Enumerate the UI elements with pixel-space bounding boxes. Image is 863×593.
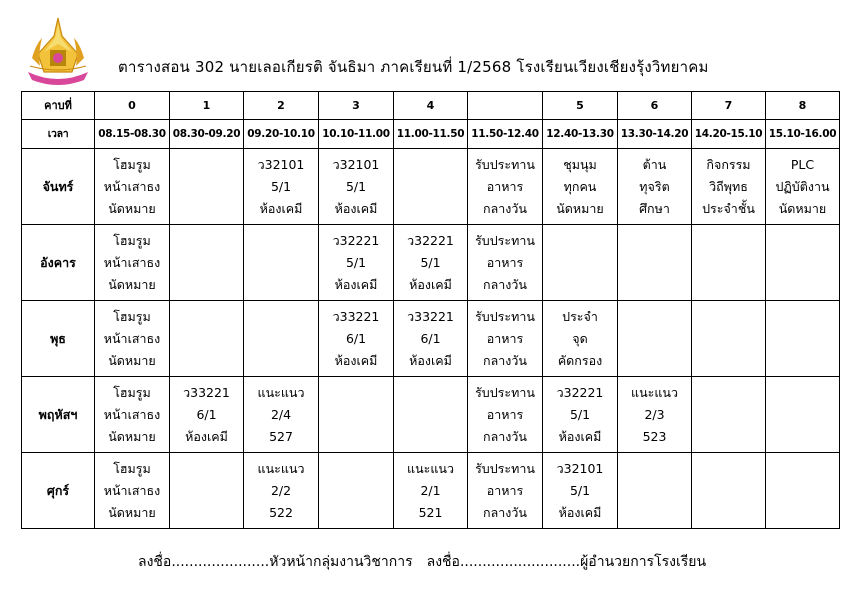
cell-line: 2/1 [420, 482, 441, 498]
schedule-cell [95, 453, 170, 529]
cell-line: กลางวัน [483, 276, 527, 292]
day-name: จันทร์ [22, 149, 95, 225]
schedule-cell [766, 453, 840, 529]
period-number: 1 [170, 92, 244, 120]
cell-line: ว32101 [257, 156, 305, 172]
cell-line: วิถีพุทธ [709, 178, 748, 194]
cell-line: โฮมรูม [113, 384, 151, 400]
time-label: เวลา [22, 120, 95, 149]
schedule-cell [766, 377, 840, 453]
period-number: 2 [244, 92, 319, 120]
cell-line: ว33221 [407, 308, 454, 324]
time-slot: 11.50-12.40 [468, 120, 543, 149]
schedule-cell [692, 149, 766, 225]
period-number: 3 [319, 92, 394, 120]
cell-line: รับประทาน [475, 460, 535, 476]
cell-line: ว32221 [407, 232, 454, 248]
day-row [22, 377, 840, 453]
time-slot: 10.10-11.00 [319, 120, 394, 149]
cell-line: 6/1 [420, 330, 441, 346]
cell-line: 522 [269, 504, 293, 520]
cell-line: 5/1 [270, 178, 292, 194]
cell-line: 521 [418, 504, 443, 520]
schedule-cell [170, 377, 244, 453]
period-number: 5 [543, 92, 618, 120]
schedule-cell [618, 149, 692, 225]
schedule-cell [319, 149, 394, 225]
cell-line: กิจกรรม [706, 156, 751, 172]
day-row [22, 301, 840, 377]
schedule-cell [319, 453, 394, 529]
cell-line: ปฏิบัติงาน [775, 178, 830, 194]
day-row [22, 453, 840, 529]
schedule-cell [618, 225, 692, 301]
cell-line: หน้าเสาธง [103, 330, 161, 346]
cell-line: นัดหมาย [108, 200, 156, 216]
schedule-cell [244, 149, 319, 225]
cell-line: PLC [790, 156, 815, 172]
cell-line: จุด [572, 330, 588, 346]
cell-line: ห้องเคมี [185, 428, 228, 444]
period-label: คาบที่ [22, 92, 95, 120]
cell-line: แนะแนว [257, 384, 305, 400]
cell-line: ห้องเคมี [259, 200, 303, 216]
cell-line: กลางวัน [483, 504, 527, 520]
cell-line: นัดหมาย [108, 428, 156, 444]
cell-line: กลางวัน [483, 428, 527, 444]
schedule-cell [766, 149, 840, 225]
cell-line: ชุมนุม [563, 156, 597, 172]
cell-line: หน้าเสาธง [103, 254, 161, 270]
period-number: 6 [618, 92, 692, 120]
schedule-cell [394, 453, 468, 529]
cell-line: 5/1 [569, 406, 591, 422]
schedule-cell [244, 453, 319, 529]
signature-academic-head: ลงชื่อ......................หัวหน้ากลุ่มงานวิชาการ [138, 554, 413, 570]
cell-line: 523 [642, 428, 667, 444]
school-emblem [22, 14, 94, 86]
cell-line: ว32221 [556, 384, 604, 400]
cell-line: ทุจริต [639, 178, 670, 194]
cell-line: หน้าเสาธง [103, 406, 161, 422]
time-slot: 09.20-10.10 [244, 120, 319, 149]
schedule-cell [766, 225, 840, 301]
page-title: ตารางสอน 302 นายเลอเกียรติ จันธิมา ภาคเรียนที่ 1/2568 โรงเรียนเวียงเชียงรุ้งวิทยาคม [118, 58, 709, 76]
signature-footer [138, 551, 706, 573]
day-name: อังคาร [22, 225, 95, 301]
cell-line: กลางวัน [483, 200, 527, 216]
time-slot: 08.30-09.20 [170, 120, 244, 149]
cell-line: โฮมรูม [113, 156, 151, 172]
schedule-cell [170, 225, 244, 301]
schedule-cell [543, 149, 618, 225]
schedule-cell [95, 149, 170, 225]
schedule-cell [319, 377, 394, 453]
time-slot: 11.00-11.50 [394, 120, 468, 149]
cell-line: คัดกรอง [557, 352, 603, 368]
cell-line: ต้าน [642, 156, 667, 172]
period-number: 7 [692, 92, 766, 120]
schedule-cell [468, 453, 543, 529]
cell-line: ว33221 [332, 308, 380, 324]
cell-line: นัดหมาย [108, 276, 156, 292]
cell-line: อาหาร [486, 330, 524, 346]
cell-line: หน้าเสาธง [103, 178, 161, 194]
day-row [22, 225, 840, 301]
schedule-cell [543, 453, 618, 529]
schedule-cell [468, 301, 543, 377]
cell-line: 2/2 [270, 482, 292, 498]
schedule-cell [468, 225, 543, 301]
day-name: ศุกร์ [22, 453, 95, 529]
time-slot: 14.20-15.10 [692, 120, 766, 149]
schedule-cell [170, 301, 244, 377]
cell-line: กลางวัน [483, 352, 527, 368]
time-slot: 12.40-13.30 [543, 120, 618, 149]
cell-line: อาหาร [486, 178, 524, 194]
schedule-cell [543, 377, 618, 453]
signature-director: ลงชื่อ...........................ผู้อำนวยการโรงเรียน [426, 554, 707, 570]
cell-line: นัดหมาย [108, 504, 156, 520]
day-name: พฤหัสฯ [22, 377, 95, 453]
cell-line: รับประทาน [475, 232, 535, 248]
period-header-row [22, 92, 840, 120]
cell-line: ว32221 [332, 232, 380, 248]
schedule-cell [170, 149, 244, 225]
cell-line: ว33221 [183, 384, 230, 400]
cell-line: ห้องเคมี [334, 200, 378, 216]
cell-line: 5/1 [345, 178, 367, 194]
cell-line: อาหาร [486, 406, 524, 422]
cell-line: ห้องเคมี [334, 352, 378, 368]
cell-line: อาหาร [486, 482, 524, 498]
schedule-cell [394, 301, 468, 377]
schedule-cell [394, 225, 468, 301]
cell-line: ว32101 [556, 460, 604, 476]
cell-line: ประจำ [562, 308, 598, 324]
schedule-cell [618, 377, 692, 453]
time-header-row [22, 120, 840, 149]
schedule-cell [319, 301, 394, 377]
schedule-cell [394, 377, 468, 453]
schedule-cell [692, 225, 766, 301]
cell-line: รับประทาน [475, 308, 535, 324]
cell-line: นัดหมาย [556, 200, 604, 216]
schedule-cell [319, 225, 394, 301]
cell-line: ห้องเคมี [558, 428, 602, 444]
cell-line: 2/3 [644, 406, 665, 422]
cell-line: โฮมรูม [113, 308, 151, 324]
cell-line: แนะแนว [631, 384, 678, 400]
schedule-cell [95, 225, 170, 301]
cell-line: นัดหมาย [778, 200, 827, 216]
schedule-cell [468, 149, 543, 225]
cell-line: โฮมรูม [113, 460, 151, 476]
cell-line: 5/1 [345, 254, 367, 270]
schedule-cell [244, 225, 319, 301]
cell-line: 5/1 [569, 482, 591, 498]
day-row [22, 149, 840, 225]
period-number: 8 [766, 92, 840, 120]
time-slot: 08.15-08.30 [95, 120, 170, 149]
schedule-cell [244, 301, 319, 377]
schedule-cell [618, 301, 692, 377]
cell-line: โฮมรูม [113, 232, 151, 248]
period-number: 4 [394, 92, 468, 120]
cell-line: ห้องเคมี [409, 276, 452, 292]
cell-line: รับประทาน [475, 384, 535, 400]
cell-line: 6/1 [196, 406, 217, 422]
cell-line: แนะแนว [257, 460, 305, 476]
schedule-cell [543, 225, 618, 301]
schedule-cell [95, 377, 170, 453]
schedule-cell [692, 453, 766, 529]
cell-line: 527 [269, 428, 293, 444]
cell-line: 5/1 [420, 254, 441, 270]
schedule-cell [692, 301, 766, 377]
period-number [468, 92, 543, 120]
period-number: 0 [95, 92, 170, 120]
cell-line: ศึกษา [639, 200, 670, 216]
schedule-cell [95, 301, 170, 377]
cell-line: 2/4 [270, 406, 292, 422]
cell-line: ห้องเคมี [409, 352, 452, 368]
day-name: พุธ [22, 301, 95, 377]
schedule-cell [468, 377, 543, 453]
cell-line: ห้องเคมี [558, 504, 602, 520]
cell-line: หน้าเสาธง [103, 482, 161, 498]
cell-line: ทุกคน [563, 178, 597, 194]
cell-line: 6/1 [345, 330, 367, 346]
cell-line: นัดหมาย [108, 352, 156, 368]
schedule-cell [618, 453, 692, 529]
schedule-cell [543, 301, 618, 377]
cell-line: ว32101 [332, 156, 380, 172]
timetable [21, 91, 840, 529]
cell-line: รับประทาน [475, 156, 535, 172]
cell-line: แนะแนว [407, 460, 454, 476]
time-slot: 13.30-14.20 [618, 120, 692, 149]
cell-line: อาหาร [486, 254, 524, 270]
cell-line: ห้องเคมี [334, 276, 378, 292]
schedule-cell [244, 377, 319, 453]
time-slot: 15.10-16.00 [766, 120, 840, 149]
schedule-cell [394, 149, 468, 225]
cell-line: ประจำชั้น [702, 200, 755, 216]
schedule-cell [692, 377, 766, 453]
schedule-cell [766, 301, 840, 377]
schedule-cell [170, 453, 244, 529]
